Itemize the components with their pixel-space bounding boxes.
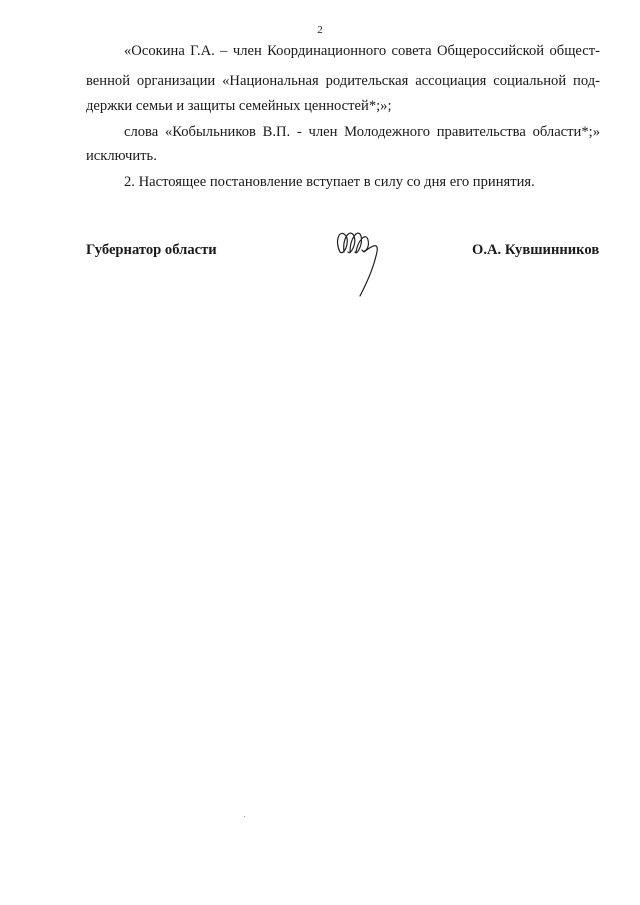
text-line: венной организации «Национальная родительская ассоциация социальной под-	[86, 73, 600, 89]
signatory-name: О.А. Кувшинников	[472, 242, 600, 258]
scan-speck	[244, 816, 245, 817]
text-line: слова «Кобыльников В.П. - член Молодежного правительства области*;»	[124, 124, 600, 140]
paragraph-effective-date: 2. Настоящее постановление вступает в силу со дня его принятия.	[124, 174, 535, 190]
text-line: «Осокина Г.А. – член Координационного совета Общероссийской общест-	[124, 43, 600, 59]
page-number: 2	[317, 24, 323, 36]
handwritten-signature	[330, 222, 390, 300]
text-line: исключить.	[86, 148, 157, 164]
signatory-title: Губернатор области	[86, 242, 217, 258]
text-line: держки семьи и защиты семейных ценностей*;»;	[86, 98, 392, 114]
